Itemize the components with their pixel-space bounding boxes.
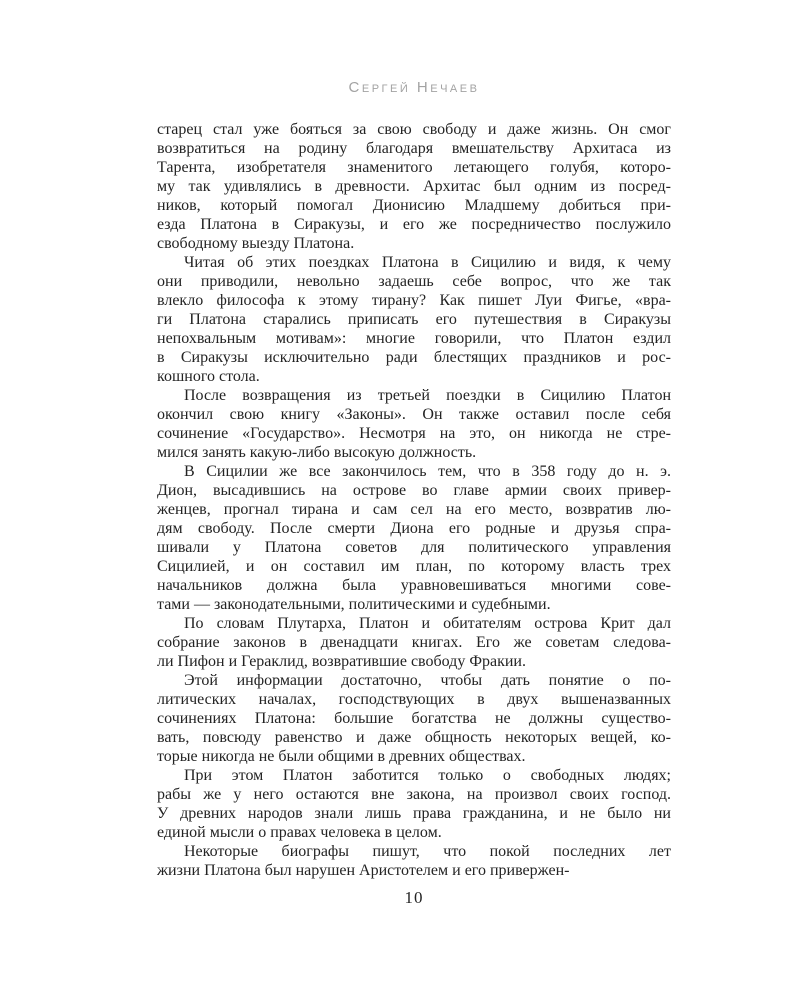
paragraph [157, 766, 671, 842]
text-line: Этой информации достаточно, чтобы дать понятие о по- [184, 672, 671, 689]
paragraph [157, 386, 671, 462]
text-line: сочинениях Платона: большие богатства не должны существо- [157, 710, 671, 727]
text-line: Читая об этих поездках Платона в Сицилию и видя, к чему [184, 254, 671, 271]
paragraph [157, 462, 671, 614]
body-text [157, 120, 671, 880]
text-line: В Сицилии же все закончилось тем, что в 358 году до н. э. [184, 463, 671, 480]
text-line: возвратиться на родину благодаря вмешательству Архитаса из [157, 140, 671, 157]
text-line: собрание законов в двенадцати книгах. Его же советам следова- [157, 634, 671, 651]
text-line: рабы же у него остаются вне закона, на произвол своих господ. [157, 786, 671, 803]
text-line: езда Платона в Сиракузы, и его же посредничество послужило [157, 216, 671, 233]
paragraph [157, 671, 671, 766]
text-line: ги Платона старались приписать его путешествия в Сиракузы [157, 311, 671, 328]
text-line: У древних народов знали лишь права гражданина, и не было ни [157, 805, 671, 822]
text-line: кошного стола. [157, 368, 260, 385]
text-line: При этом Платон заботится только о свободных людях; [184, 767, 671, 784]
text-line: сочинение «Государство». Несмотря на это, он никогда не стре- [157, 425, 671, 442]
text-line: му так удивлялись в древности. Архитас был одним из посред- [157, 178, 671, 195]
text-line: ли Пифон и Гераклид, возвратившие свободу Фракии. [157, 653, 526, 670]
text-line: торые никогда не были общими в древних обществах. [157, 748, 526, 765]
page-number: 10 [404, 888, 424, 907]
text-line: вать, повсюду равенство и даже общность некоторых вещей, ко- [157, 729, 671, 746]
text-line: мился занять какую-либо высокую должность. [157, 444, 477, 461]
text-line: жизни Платона был нарушен Аристотелем и его привержен- [157, 862, 570, 879]
text-line: ников, который помогал Дионисию Младшему добиться при- [157, 197, 671, 214]
text-line: дям свободу. После смерти Диона его родные и друзья спра- [157, 520, 671, 537]
text-line: начальников должна была уравновешиваться многими сове- [157, 577, 671, 594]
text-line: После возвращения из третьей поездки в Сицилию Платон [184, 387, 671, 404]
text-line: Дион, высадившись на острове во главе армии своих привер- [157, 482, 671, 499]
text-line: непохвальным мотивам»: многие говорили, что Платон ездил [157, 330, 671, 347]
text-line: старец стал уже бояться за свою свободу и даже жизнь. Он смог [157, 121, 671, 138]
text-line: По словам Плутарха, Платон и обитателям острова Крит дал [184, 615, 671, 632]
text-line: влекло философа к этому тирану? Как пишет Луи Фигье, «вра- [157, 292, 671, 309]
paragraph [157, 120, 671, 253]
text-line: в Сиракузы исключительно ради блестящих праздников и рос- [157, 349, 671, 366]
text-line: Сицилией, и он составил им план, по которому власть трех [157, 558, 671, 575]
text-line: они приводили, невольно задаешь себе вопрос, что же так [157, 273, 671, 290]
paragraph [157, 253, 671, 386]
paragraph [157, 614, 671, 671]
text-line: женцев, прогнал тирана и сам сел на его место, возвратив лю- [157, 501, 671, 518]
text-line: шивали у Платона советов для политического управления [157, 539, 671, 556]
running-head: Сергей Нечаев [348, 79, 480, 96]
paragraph [157, 842, 671, 880]
text-line: окончил свою книгу «Законы». Он также оставил после себя [157, 406, 671, 423]
text-line: Некоторые биографы пишут, что покой последних лет [184, 843, 671, 860]
text-line: Тарента, изобретателя знаменитого летающего голубя, которо- [157, 159, 671, 176]
text-line: свободному выезду Платона. [157, 235, 355, 252]
text-line: тами — законодательными, политическими и судебными. [157, 596, 551, 613]
text-line: литических началах, господствующих в двух вышеназванных [157, 691, 671, 708]
text-line: единой мысли о правах человека в целом. [157, 824, 442, 841]
